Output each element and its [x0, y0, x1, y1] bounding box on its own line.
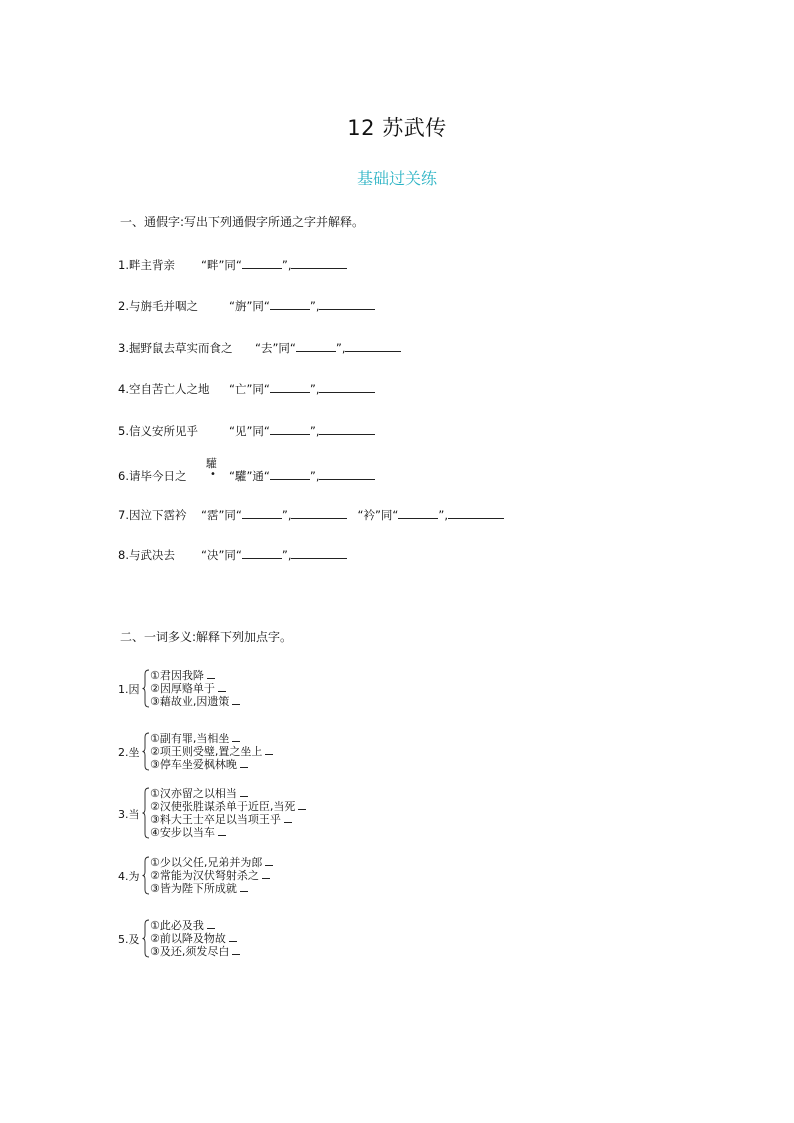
group-label: 3.当	[118, 808, 140, 821]
question-prompt: “霑”同“	[200, 508, 242, 522]
page-title: 12 苏武传	[347, 116, 447, 140]
question-source: 信义安所见乎	[128, 424, 198, 438]
question-source: 与旃毛并咽之	[128, 299, 198, 313]
meaning-item: ③停车坐爱枫林晚	[150, 758, 273, 771]
answer-blank[interactable]	[270, 467, 310, 480]
answer-blank[interactable]	[270, 380, 310, 393]
meaning-item: ③料大王士卒足以当项王乎	[150, 813, 306, 826]
meaning-item: ①副有罪,当相坐	[150, 732, 273, 745]
answer-blank[interactable]	[242, 256, 282, 269]
question-number: 1.	[118, 258, 129, 272]
answer-blank-2[interactable]	[398, 506, 438, 519]
answer-blank[interactable]	[270, 422, 310, 435]
answer-blank[interactable]	[218, 682, 226, 692]
question-8	[118, 546, 347, 563]
question-source: 因泣下霑衿	[128, 508, 187, 522]
explanation-blank-2[interactable]	[448, 506, 504, 519]
explanation-blank[interactable]	[319, 467, 375, 480]
answer-blank[interactable]	[242, 506, 282, 519]
answer-blank[interactable]	[218, 826, 226, 836]
emphasis-dot: •	[210, 469, 216, 480]
question-prompt: “亡”同“	[228, 382, 270, 396]
question-number: 2.	[118, 299, 129, 313]
answer-blank[interactable]	[262, 869, 270, 879]
question-prompt: “畔”同“	[200, 258, 242, 272]
answer-blank[interactable]	[270, 297, 310, 310]
section1-heading: 一、通假字:写出下列通假字所通之字并解释。	[120, 215, 365, 229]
explanation-blank[interactable]	[345, 339, 401, 352]
meaning-item: ④安步以当车	[150, 826, 306, 839]
question-prompt-2: “衿”同“	[357, 508, 399, 522]
answer-blank[interactable]	[265, 856, 273, 866]
answer-blank[interactable]	[232, 732, 240, 742]
meaning-item: ①少以父任,兄弟并为郎	[150, 856, 273, 869]
section-subtitle: 基础过关练	[356, 169, 437, 188]
answer-blank[interactable]	[232, 695, 240, 705]
explanation-blank[interactable]	[319, 422, 375, 435]
section2-heading: 二、一词多义:解释下列加点字。	[120, 630, 293, 644]
prompt-end: ”,	[309, 424, 320, 438]
answer-blank[interactable]	[229, 932, 237, 942]
group-label: 1.因	[118, 683, 140, 696]
explanation-blank[interactable]	[291, 256, 347, 269]
meaning-item: ①君因我降	[150, 669, 240, 682]
explanation-blank[interactable]	[291, 546, 347, 559]
question-7	[118, 506, 504, 523]
answer-blank[interactable]	[265, 745, 273, 755]
question-prompt: “见”同“	[228, 424, 270, 438]
meaning-item: ②前以降及物故	[150, 932, 240, 945]
prompt-end: ”,	[335, 341, 346, 355]
question-number: 3.	[118, 341, 129, 355]
question-2	[118, 297, 375, 314]
question-3	[118, 339, 401, 356]
question-1	[118, 256, 347, 273]
question-number: 7.	[118, 508, 129, 522]
group-label: 2.坐	[118, 746, 140, 759]
meaning-item: ③及还,须发尽白	[150, 945, 240, 958]
question-prompt: “驩”通“	[228, 469, 270, 483]
answer-blank[interactable]	[298, 800, 306, 810]
question-source: 空自苦亡人之地	[128, 382, 210, 396]
question-prompt: “去”同“	[254, 341, 296, 355]
prompt-end-2: ”,	[438, 508, 448, 522]
brace-icon	[142, 919, 150, 958]
answer-blank[interactable]	[284, 813, 292, 823]
prompt-end: ”,	[281, 508, 292, 522]
answer-blank[interactable]	[207, 669, 215, 679]
answer-blank[interactable]	[242, 546, 282, 559]
annotated-character: 驩	[206, 457, 217, 470]
question-5	[118, 422, 375, 439]
question-number: 4.	[118, 382, 129, 396]
prompt-end: ”,	[281, 258, 292, 272]
prompt-end: ”,	[309, 382, 320, 396]
prompt-end: ”,	[309, 299, 320, 313]
meaning-item: ③藉故业,因遗策	[150, 695, 240, 708]
question-prompt: “旃”同“	[228, 299, 270, 313]
prompt-end: ”,	[281, 548, 292, 562]
question-4	[118, 380, 375, 397]
meaning-item: ③皆为陛下所成就	[150, 882, 273, 895]
group-label: 4.为	[118, 870, 140, 883]
question-source: 畔主背亲	[128, 258, 175, 272]
question-number: 5.	[118, 424, 129, 438]
meaning-item: ②汉使张胜谋杀单于近臣,当死	[150, 800, 306, 813]
meaning-item: ①汉亦留之以相当	[150, 787, 306, 800]
brace-icon	[142, 732, 150, 771]
question-source: 与武决去	[128, 548, 175, 562]
question-source: 掘野鼠去草实而食之	[128, 341, 233, 355]
answer-blank[interactable]	[240, 882, 248, 892]
meaning-item: ②项王则受璧,置之坐上	[150, 745, 273, 758]
meaning-item: ②因厚赂单于	[150, 682, 240, 695]
group-label: 5.及	[118, 933, 140, 946]
explanation-blank[interactable]	[319, 380, 375, 393]
question-prompt: “决”同“	[200, 548, 242, 562]
explanation-blank[interactable]	[291, 506, 347, 519]
question-source: 请毕今日之	[128, 469, 187, 483]
prompt-end: ”,	[309, 469, 320, 483]
explanation-blank[interactable]	[319, 297, 375, 310]
question-number: 6.	[118, 469, 129, 483]
meaning-item: ①此必及我	[150, 919, 240, 932]
answer-blank[interactable]	[207, 919, 215, 929]
answer-blank[interactable]	[240, 787, 248, 797]
question-number: 8.	[118, 548, 129, 562]
brace-icon	[142, 787, 150, 839]
answer-blank[interactable]	[296, 339, 336, 352]
question-6	[118, 467, 375, 484]
brace-icon	[142, 669, 150, 708]
meaning-item: ②常能为汉伏弩射杀之	[150, 869, 273, 882]
answer-blank[interactable]	[232, 945, 240, 955]
brace-icon	[142, 856, 150, 895]
answer-blank[interactable]	[240, 758, 248, 768]
